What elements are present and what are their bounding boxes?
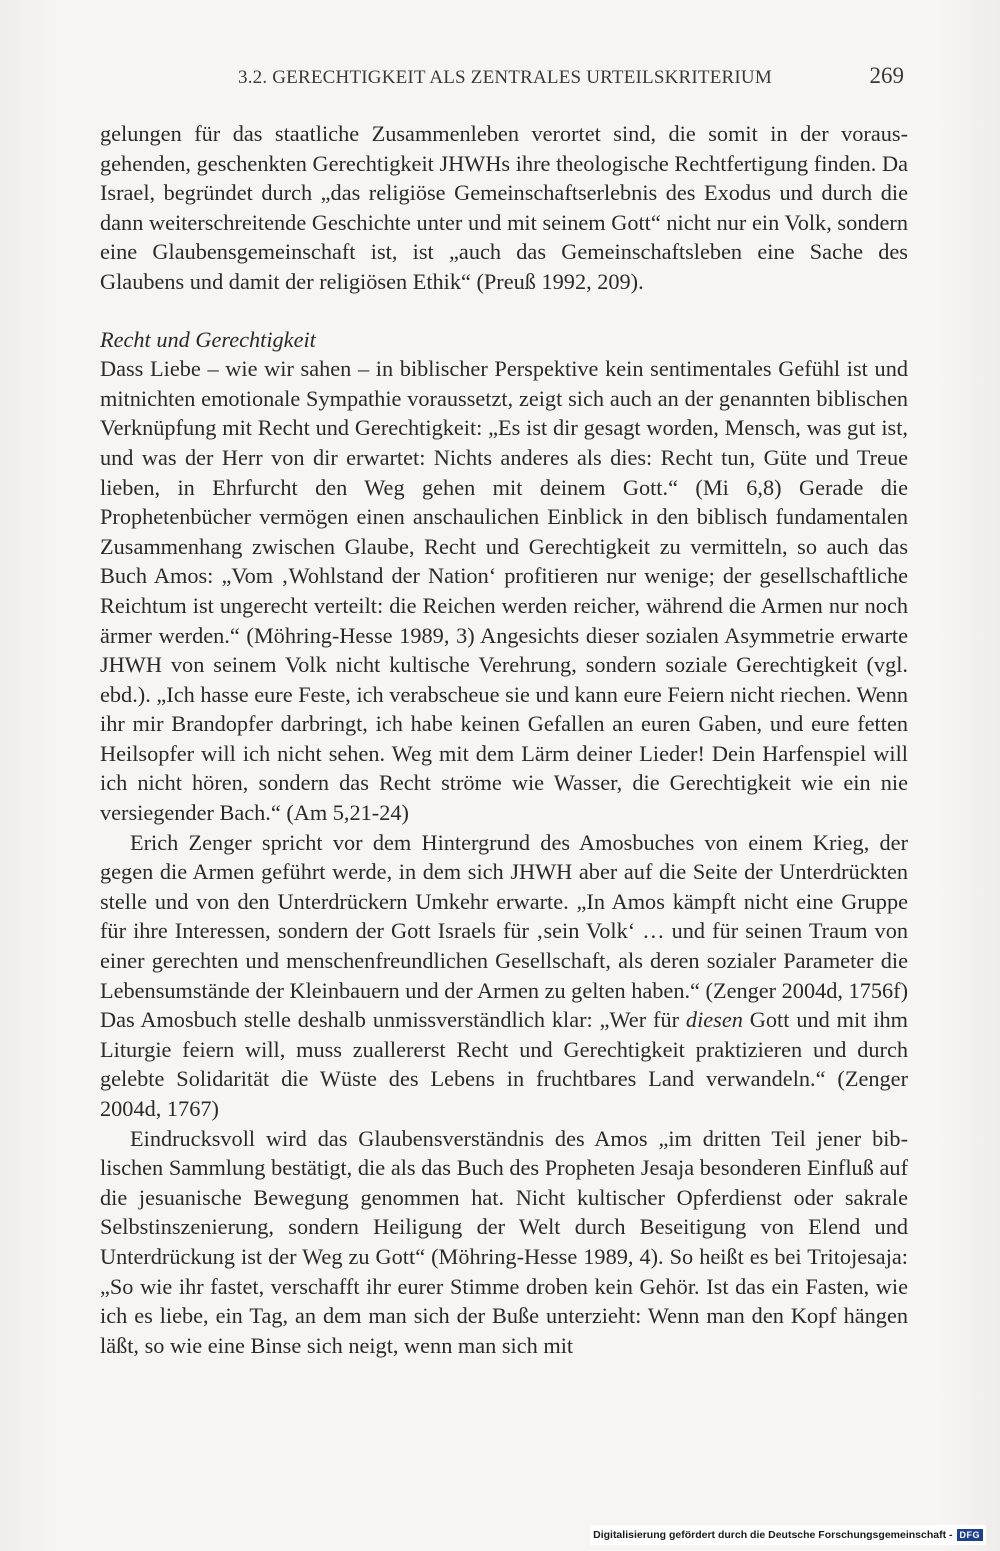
running-header [100, 63, 908, 95]
page-number: 269 [869, 63, 904, 88]
paragraph-1: gelungen für das staatliche Zusammenleben verortet sind, die somit in der vorausgehenden, geschenkten Gerechtigkeit JHWHs ihre theologische Rechtfertigung finden. Da Israel, begründet durch „das religiöse Gemeinschaftserlebnis des Exodus und durch die dann weiterschreitende Geschichte unter und mit seinem Gott“ nicht nur ein Volk, sondern eine Glaubensgemeinschaft ist, ist „auch das Gemeinschaftsleben eine Sache des Glaubens und damit der religiösen Ethik“ (Preuß 1992, 209). [100, 121, 908, 294]
digitization-footer [590, 1525, 986, 1545]
paragraph-3-emphasis: diesen [685, 1007, 743, 1033]
paragraph-2: Dass Liebe – wie wir sahen – in biblischer Perspektive kein sentimentales Gefühl ist und mitnichten emotionale Sympathie voraussetzt, zeigt sich auch an der genannten biblischen Verknüpfung mit Recht und Gerechtigkeit: „Es ist dir gesagt worden, Mensch, was gut ist, und was der Herr von dir erwartet: Nichts anderes als dies: Recht tun, Güte und Treue lieben, in Ehrfurcht den Weg gehen mit deinem Gott.“ (Mi 6,8) Gerade die Prophetenbücher vermögen einen anschaulichen Einblick in den biblisch fundamentalen Zusammenhang zwischen Glaube, Recht und Gerechtigkeit zu vermitteln, so auch das Buch Amos: „Vom ‚Wohlstand der Nation‘ profitieren nur wenige; der gesellschaftliche Reichtum ist ungerecht verteilt: die Reichen werden reicher, während die Armen nur noch ärmer werden.“ (Möhring-Hesse 1989, 3) Angesichts dieser sozialen Asymmetrie erwarte JHWH von seinem Volk nicht kultische Verehrung, sondern soziale Gerechtigkeit (vgl. ebd.). „Ich hasse eure Feste, ich verabscheue sie und kann eure Feiern nicht riechen. Wenn ihr mir Brandopfer darbringt, ich habe keinen Gefallen an euren Gaben, und eure fetten Heilsopfer will ich nicht sehen. Weg mit dem Lärm deiner Lieder! Dein Harfenspiel will ich nicht hören, sondern das Recht ströme wie Wasser, die Gerechtigkeit wie ein nie versiegender Bach.“ (Am 5,21-24) [100, 356, 908, 826]
chapter-header-title: 3.2. GERECHTIGKEIT ALS ZENTRALES URTEILSKRITERIUM [238, 67, 772, 88]
footer-text: Digitalisierung gefördert durch die Deutsche Forschungsgemeinschaft - [593, 1529, 953, 1541]
paragraph-3-part-1: Erich Zenger spricht vor dem Hintergrund des Amosbuches von einem Krieg, der gegen die Armen geführt werde, in dem sich JHWH aber auf die Seite der Unterdrückten stelle und von den Unterdrückern Umkehr erwarte. „In Amos kämpft nicht eine Gruppe für ihre Interessen, sondern der Gott Israels für ‚sein Volk‘ … und für seinen Traum von einer gerechten und menschenfreundlichen Gesellschaft, als deren sozialer Parameter die Lebensumstände der Kleinbauern und der Armen zu gelten haben.“ (Zenger 2004d, 1756f) Das Amosbuch stelle deshalb unmissverständlich klar: „Wer für [100, 829, 908, 1033]
dfg-logo: DFG [957, 1529, 984, 1541]
paragraph-4: Eindrucksvoll wird das Glaubensverständnis des Amos „im dritten Teil jener biblischen Sammlung bestätigt, die als das Buch des Propheten Jesaja besonderen Einfluß auf die jesuanische Bewegung genommen hat. Nicht kultischer Opferdienst oder sakrale Selbstinszenierung, sondern Heiligung der Welt durch Beseitigung von Elend und Unterdrückung ist der Weg zu Gott“ (Möhring-Hesse 1989, 4). So heißt es bei Tritojesaja: „So wie ihr fastet, verschafft ihr eurer Stimme droben kein Gehör. Ist das ein Fasten, wie ich es liebe, ein Tag, an dem man sich der Buße unterzieht: Wenn man den Kopf hängen läßt, so wie eine Binse sich neigt, wenn man sich mit [100, 1125, 908, 1358]
paragraph-3 [100, 828, 908, 1124]
section-heading: Recht und Gerechtigkeit [100, 326, 316, 352]
body-text [100, 119, 908, 1360]
paragraph-3-part-2: Gott und mit ihm Liturgie feiern will, muss zuallererst Recht und Gerechtigkeit praktizieren und durch gelebte Solidarität die Wüste des Lebens in fruchtbares Land verwandeln.“ (Zenger 2004d, 1767) [100, 1007, 908, 1121]
